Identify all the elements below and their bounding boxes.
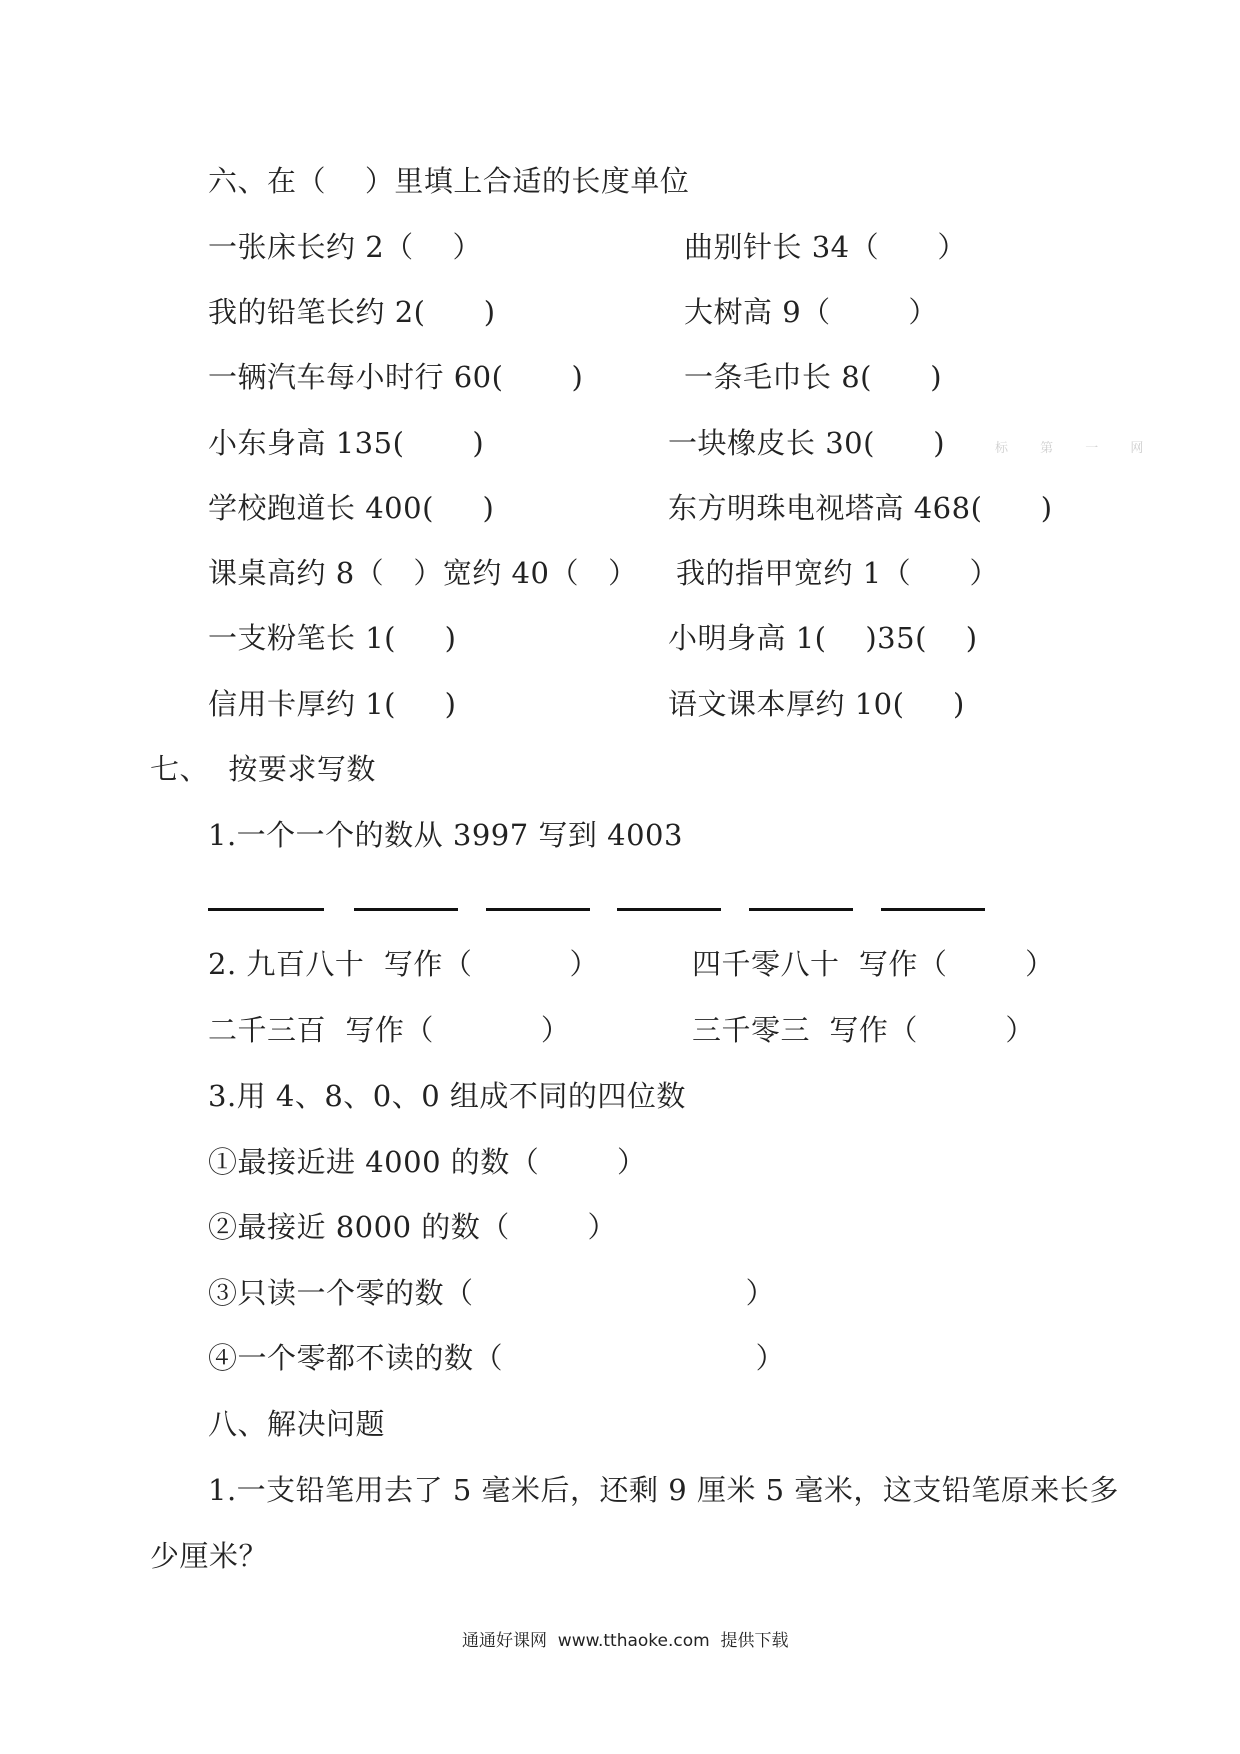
section6-right-item: 大树高 9（ ）	[684, 295, 938, 329]
footer: 通通好课网 www.tthaoke.com 提供下载	[462, 1631, 789, 1651]
section6-left-item: 小东身高 135( )	[208, 426, 485, 460]
answer-blank-line[interactable]	[486, 908, 590, 911]
section6-right-item: 东方明珠电视塔高 468( )	[668, 491, 1053, 525]
section7-q1: 1.一个一个的数从 3997 写到 4003	[208, 818, 683, 852]
section6-left-item: 我的铅笔长约 2( )	[208, 295, 496, 329]
answer-blank-line[interactable]	[881, 908, 985, 911]
section8-q1-line2: 少厘米？	[150, 1539, 269, 1573]
section7-q3-item: ②最接近 8000 的数（ ）	[208, 1210, 617, 1244]
section6-left-item: 一支粉笔长 1( )	[208, 621, 457, 655]
section6-right-item: 语文课本厚约 10( )	[668, 687, 965, 721]
section7-q3: 3.用 4、8、0、0 组成不同的四位数	[208, 1079, 686, 1113]
section7-q2b-left: 二千三百 写作（ ）	[208, 1013, 571, 1047]
section7-q2b-right: 三千零三 写作（ ）	[692, 1013, 1035, 1047]
section6-right-item: 曲别针长 34（ ）	[684, 230, 967, 264]
section8-q1-line1: 1.一支铅笔用去了 5 毫米后，还剩 9 厘米 5 毫米，这支铅笔原来长多	[208, 1473, 1119, 1507]
section6-left-item: 课桌高约 8（ ）宽约 40（ ）	[208, 556, 638, 590]
section6-right-item: 我的指甲宽约 1（ ）	[676, 556, 999, 590]
section7-q2-left: 2. 九百八十 写作（ ）	[208, 947, 600, 981]
section6-left-item: 学校跑道长 400( )	[208, 491, 495, 525]
section6-right-item: 小明身高 1( )35( )	[668, 621, 978, 655]
section6-right-item: 一块橡皮长 30( )	[668, 426, 946, 460]
section6-title: 六、在（ ）里填上合适的长度单位	[208, 164, 690, 198]
section7-title: 七、 按要求写数	[150, 752, 376, 786]
section7-q3-item: ④一个零都不读的数（ ）	[208, 1341, 786, 1375]
section6-left-item: 一张床长约 2（ ）	[208, 230, 483, 264]
section8-title: 八、解决问题	[208, 1407, 386, 1441]
section6-left-item: 一辆汽车每小时行 60( )	[208, 360, 584, 394]
section7-q3-item: ①最接近进 4000 的数（ ）	[208, 1145, 647, 1179]
answer-blank-line[interactable]	[617, 908, 721, 911]
watermark: 标 第 一 网	[995, 441, 1158, 456]
section6-left-item: 信用卡厚约 1( )	[208, 687, 457, 721]
section7-q3-item: ③只读一个零的数（ ）	[208, 1276, 776, 1310]
answer-blank-line[interactable]	[749, 908, 853, 911]
answer-blank-line[interactable]	[208, 908, 324, 911]
section6-right-item: 一条毛巾长 8( )	[684, 360, 943, 394]
section7-q2-right: 四千零八十 写作（ ）	[692, 947, 1055, 981]
answer-blank-line[interactable]	[354, 908, 458, 911]
